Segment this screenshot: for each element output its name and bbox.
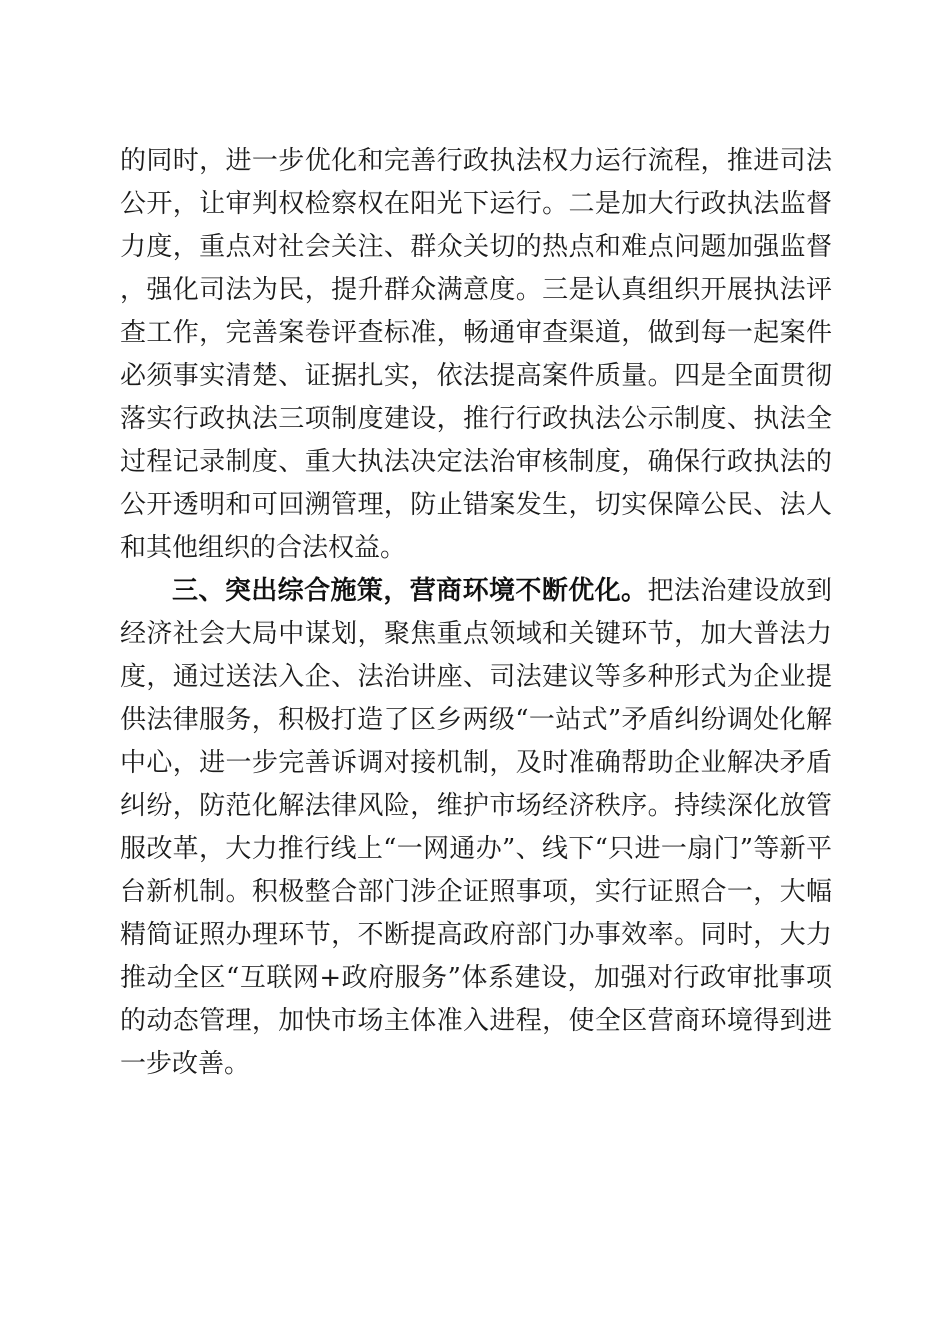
section-heading: 三、突出综合施策，营商环境不断优化。 [172,576,648,606]
document-body [120,140,832,1086]
paragraph-text: 把法治建设放到经济社会大局中谋划，聚焦重点领域和关键环节，加大普法力度，通过送法入企、法治讲座、司法建议等多种形式为企业提供法律服务，积极打造了区乡两级“一站式”矛盾纠纷调处化解中心，进一步完善诉调对接机制，及时准确帮助企业解决矛盾纠纷，防范化解法律风险，维护市场经济秩序。持续深化放管服改革，大力推行线上“一网通办”、线下“只进一扇门”等新平台新机制。积极整合部门涉企证照事项，实行证照合一，大幅精简证照办理环节，不断提高政府部门办事效率。同时，大力推动全区“互联网+政府服务”体系建设，加强对行政审批事项的动态管理，加快市场主体准入进程，使全区营商环境得到进一步改善。 [120,576,832,1079]
paragraph-continuation [120,140,832,570]
paragraph-text: 的同时，进一步优化和完善行政执法权力运行流程，推进司法公开，让审判权检察权在阳光下运行。二是加大行政执法监督力度，重点对社会关注、群众关切的热点和难点问题加强监督，强化司法为民，提升群众满意度。三是认真组织开展执法评查工作，完善案卷评查标准，畅通审查渠道，做到每一起案件必须事实清楚、证据扎实，依法提高案件质量。四是全面贯彻落实行政执法三项制度建设，推行行政执法公示制度、执法全过程记录制度、重大执法决定法治审核制度，确保行政执法的公开透明和可回溯管理，防止错案发生，切实保障公民、法人和其他组织的合法权益。 [120,146,832,563]
paragraph-section-three [120,570,832,1086]
